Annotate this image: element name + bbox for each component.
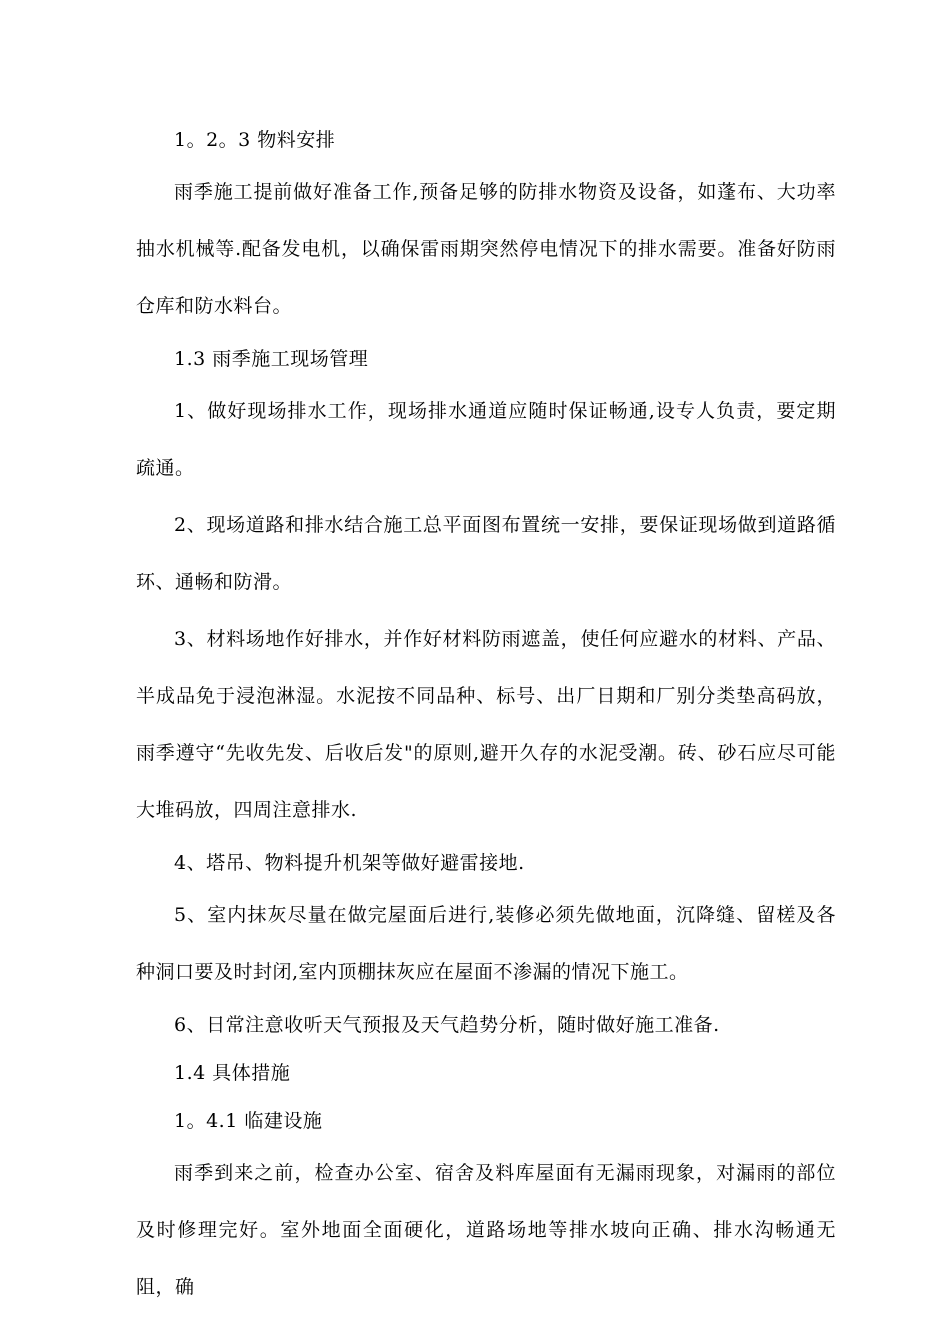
section-heading-specific-measures: 1.4 具体措施 <box>174 1062 291 1084</box>
list-item-material-yard: 3、材料场地作好排水，并作好材料防雨遮盖，使任何应避水的材料、产品、半成品免于浸泡淋湿。水泥按不同品种、标号、出厂日期和厂别分类垫高码放，雨季遵守“先收先发、后收后发"的原则,避开久存的水泥受潮。砖、砂石应尽可能大堆码放，四周注意排水. <box>136 628 836 821</box>
list-item-weather: 6、日常注意收听天气预报及天气趋势分析，随时做好施工准备. <box>174 1014 720 1036</box>
section-heading-material-arrangement: 1。2。3 物料安排 <box>174 129 336 151</box>
document-body <box>136 116 836 1316</box>
section-heading-temporary-facilities: 1。4.1 临建设施 <box>174 1110 323 1132</box>
section-heading-site-management: 1.3 雨季施工现场管理 <box>174 348 369 370</box>
list-item-lightning: 4、塔吊、物料提升机架等做好避雷接地. <box>174 852 525 874</box>
paragraph-material-preparation: 雨季施工提前做好准备工作,预备足够的防排水物资及设备，如蓬布、大功率抽水机械等.配备发电机，以确保雷雨期突然停电情况下的排水需要。准备好防雨仓库和防水料台。 <box>136 181 836 317</box>
list-item-plastering: 5、室内抹灰尽量在做完屋面后进行,装修必须先做地面，沉降缝、留槎及各种洞口要及时封闭,室内顶棚抹灰应在屋面不渗漏的情况下施工。 <box>136 904 836 983</box>
paragraph-temporary-facilities: 雨季到来之前，检查办公室、宿舍及料库屋面有无漏雨现象，对漏雨的部位及时修理完好。室外地面全面硬化，道路场地等排水坡向正确、排水沟畅通无阻，确 <box>136 1162 836 1298</box>
list-item-drainage: 1、做好现场排水工作，现场排水通道应随时保证畅通,设专人负责，要定期疏通。 <box>136 400 836 479</box>
list-item-roads: 2、现场道路和排水结合施工总平面图布置统一安排，要保证现场做到道路循环、通畅和防滑。 <box>136 514 836 593</box>
